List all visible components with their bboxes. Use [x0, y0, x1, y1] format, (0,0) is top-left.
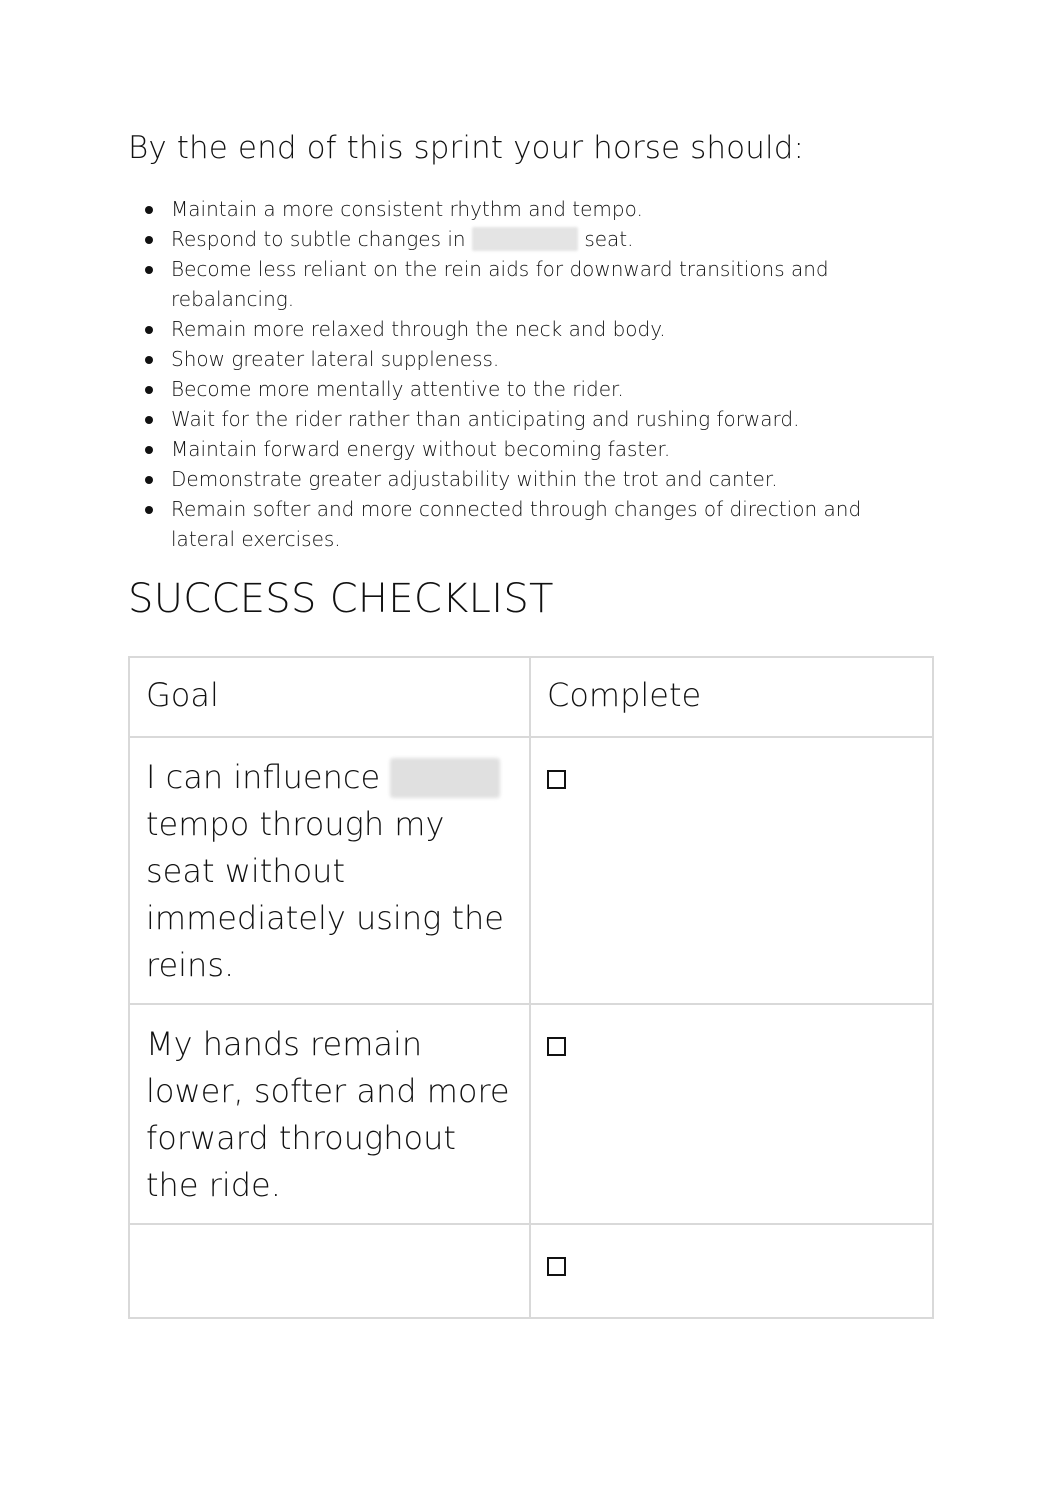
redacted-name	[472, 227, 578, 251]
list-item	[128, 224, 928, 254]
goal-cell[interactable]	[129, 1224, 530, 1318]
goal-column-header: Goal	[129, 657, 530, 737]
list-item: Become less reliant on the rein aids for downward transitions and rebalancing.	[128, 254, 928, 314]
goal-cell	[129, 737, 530, 1004]
outcomes-list	[128, 194, 928, 554]
redacted-name	[390, 758, 500, 798]
table-header-row	[129, 657, 933, 737]
complete-cell	[530, 737, 933, 1004]
goal-cell: My hands remain lower, softer and more forward throughout the ride.	[129, 1004, 530, 1224]
list-item-text: Respond to subtle changes in	[171, 227, 466, 251]
complete-column-header: Complete	[530, 657, 933, 737]
table-row	[129, 1224, 933, 1318]
goal-text: I can influence	[146, 758, 381, 796]
table-row	[129, 1004, 933, 1224]
checkbox[interactable]	[547, 770, 566, 789]
list-item: Maintain a more consistent rhythm and tempo.	[128, 194, 928, 224]
intro-heading: By the end of this sprint your horse should:	[128, 130, 805, 166]
complete-cell	[530, 1224, 933, 1318]
list-item: Wait for the rider rather than anticipating and rushing forward.	[128, 404, 928, 434]
list-item: Demonstrate greater adjustability within the trot and canter.	[128, 464, 928, 494]
list-item: Remain more relaxed through the neck and body.	[128, 314, 928, 344]
success-checklist-table	[128, 656, 934, 1319]
list-item: Remain softer and more connected through changes of direction and lateral exercises.	[128, 494, 928, 554]
complete-cell	[530, 1004, 933, 1224]
checkbox[interactable]	[547, 1257, 566, 1276]
list-item: Maintain forward energy without becoming faster.	[128, 434, 928, 464]
list-item-text: seat.	[584, 227, 634, 251]
checkbox[interactable]	[547, 1037, 566, 1056]
list-item: Show greater lateral suppleness.	[128, 344, 928, 374]
table-row	[129, 737, 933, 1004]
goal-text: tempo through my seat without immediately using the reins.	[146, 805, 504, 984]
checklist-title: SUCCESS CHECKLIST	[128, 576, 554, 622]
list-item: Become more mentally attentive to the rider.	[128, 374, 928, 404]
